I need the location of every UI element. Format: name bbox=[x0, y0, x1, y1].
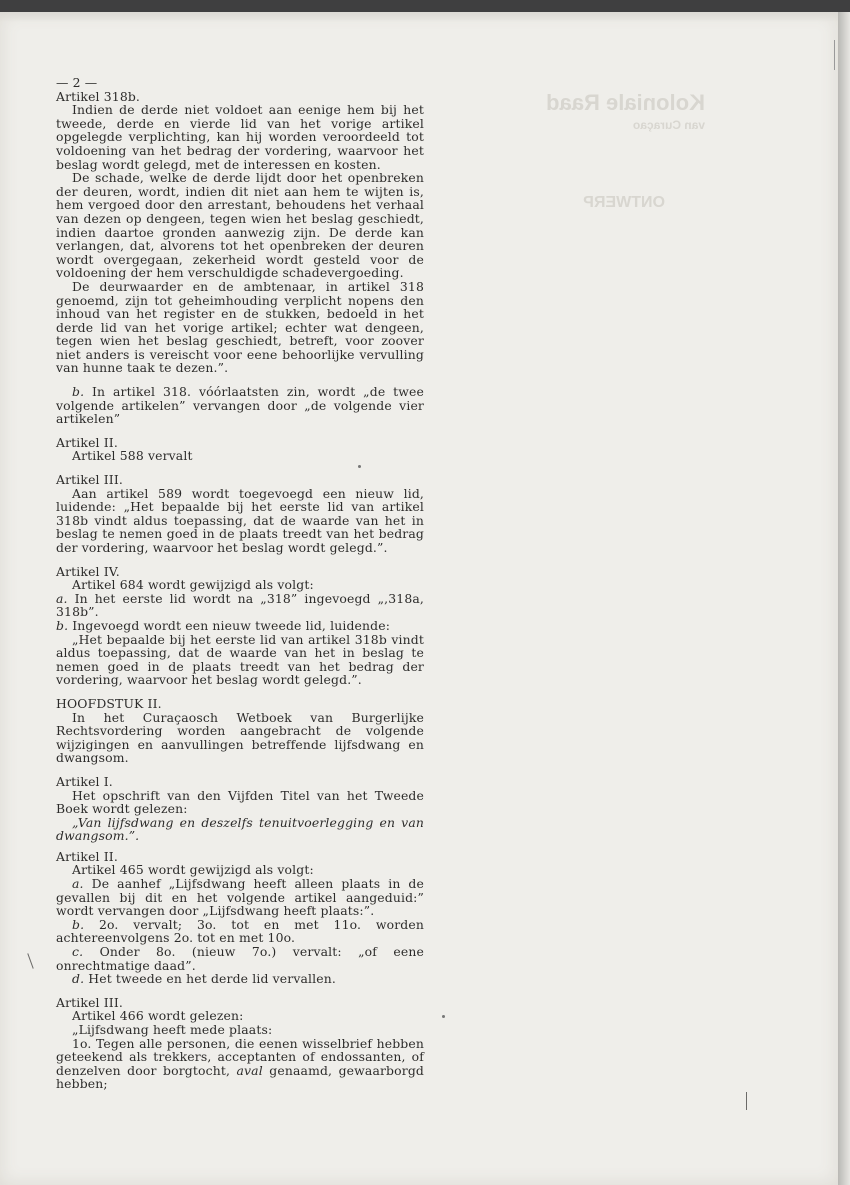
item-text: Ingevoegd wordt een nieuw tweede lid, luidende: bbox=[68, 617, 391, 633]
item-label: b. bbox=[72, 916, 85, 932]
item-label: a. bbox=[72, 876, 84, 892]
paragraph: „Het bepaalde bij het eerste lid van artikel 318b vindt aldus toepassing, dat de waarde van het in beslag te nemen goed in de plaats treedt van het bedrag der vordering, waarvoor het beslag wordt gelegd.”. bbox=[56, 631, 424, 688]
article-heading: Artikel II. bbox=[56, 434, 118, 450]
item-text: 2o. vervalt; 3o. tot en met 11o. worden achtereenvolgens 2o. tot en met 10o. bbox=[56, 916, 424, 946]
italic-term: aval bbox=[236, 1062, 263, 1078]
italic-title: „Van lijfsdwang en deszelfs tenuitvoerlegging en van dwangsom.”. bbox=[56, 814, 424, 844]
paragraph: Artikel 465 wordt gewijzigd als volgt: bbox=[72, 862, 314, 878]
item-label: b. bbox=[72, 384, 85, 400]
ghost-line-3: ONTWERP bbox=[583, 194, 665, 211]
scan-speck bbox=[358, 465, 361, 468]
paragraph-item bbox=[56, 385, 424, 426]
article-heading: Artikel 318b. bbox=[56, 88, 141, 104]
article-heading: HOOFDSTUK II. bbox=[56, 695, 162, 711]
list-item bbox=[56, 619, 424, 633]
ghost-line-1: Koloniale Raad bbox=[546, 90, 705, 115]
article-heading: Artikel II. bbox=[56, 848, 118, 864]
paragraph: Het opschrift van den Vijfden Titel van het Tweede Boek wordt gelezen: bbox=[56, 787, 424, 817]
article-heading: Artikel III. bbox=[56, 994, 123, 1010]
scan-mark bbox=[834, 40, 835, 70]
article-heading: Artikel IV. bbox=[56, 563, 120, 579]
paragraph: De schade, welke de derde lijdt door het openbreken der deuren, wordt, indien dit niet aan hem te wijten is, hem vergoed door den arrestant, behoudens het verhaal van dezen op dengeen, tegen wien het beslag geschiedt, indien daartoe gronden aanwezig zijn. De derde kan verlangen, dat, alvorens tot het openbreken der deuren wordt overgegaan, zekerheid wordt gesteld voor de voldoening der hem verschuldigde schadevergoeding. bbox=[56, 170, 424, 281]
ghost-line-2: van Curaçao bbox=[632, 118, 705, 132]
page-fold bbox=[0, 12, 838, 22]
item-text: De aanhef „Lijfsdwang heeft alleen plaats in de gevallen bij dit en het volgende artikel aangeduid:” wordt vervangen door „Lijfsdwang heeft plaats:”. bbox=[56, 876, 424, 919]
item-label: a. bbox=[56, 590, 68, 606]
item-text: In artikel 318. vóórlaatsten zin, wordt „de twee volgende artikelen” vervangen door „de volgende vier artikelen” bbox=[56, 384, 424, 427]
paragraph: De deurwaarder en de ambtenaar, in artikel 318 genoemd, zijn tot geheimhouding verplicht nopens den inhoud van het register en de stukken, bedoeld in het derde lid van het vorige artikel; echter wat dengeen, tegen wien het beslag geschiedt, betreft, voor zoover niet anders is vereischt voor eene behoorlijke vervulling van hunne taak te dezen.”. bbox=[56, 278, 424, 376]
text-segment: genaamd, gewaarborgd hebben; bbox=[56, 1062, 424, 1092]
document-body bbox=[56, 76, 424, 1091]
item-text: Onder 8o. (nieuw 7o.) vervalt: „of eene onrechtmatige daad”. bbox=[56, 944, 424, 973]
list-item bbox=[56, 918, 424, 945]
paragraph bbox=[56, 1037, 424, 1091]
list-item bbox=[56, 945, 424, 972]
scan-speck bbox=[442, 1015, 445, 1018]
page-edge bbox=[838, 12, 850, 1185]
list-item bbox=[56, 877, 424, 918]
list-item bbox=[56, 972, 424, 986]
paragraph: Artikel 684 wordt gewijzigd als volgt: bbox=[72, 577, 314, 593]
paragraph: Artikel 588 vervalt bbox=[72, 448, 193, 464]
item-label: c. bbox=[72, 944, 84, 960]
paragraph: Indien de derde niet voldoet aan eenige hem bij het tweede, derde en vierde lid van het vorige artikel opgelegde verplichting, kan hij worden veroordeeld tot voldoening van het bedrag der vordering, waarvoor het beslag wordt gelegd, met de interessen en kosten. bbox=[56, 102, 424, 172]
paragraph: Aan artikel 589 wordt toegevoegd een nieuw lid, luidende: „Het bepaalde bij het eerste lid van artikel 318b vindt aldus toepassing, dat de waarde van het in beslag te nemen goed in de plaats treedt van het bedrag der vordering, waarvoor het beslag wordt gelegd.”. bbox=[56, 485, 424, 555]
item-label: b. bbox=[56, 617, 69, 633]
item-text: Het tweede en het derde lid vervallen. bbox=[84, 971, 336, 987]
page-number: — 2 — bbox=[56, 75, 98, 90]
paragraph: Artikel 466 wordt gelezen: bbox=[72, 1008, 244, 1024]
paragraph: „Lijfsdwang heeft mede plaats: bbox=[72, 1022, 273, 1037]
article-heading: Artikel I. bbox=[56, 773, 113, 789]
list-item bbox=[56, 592, 424, 619]
item-label: d. bbox=[72, 971, 85, 987]
item-text: In het eerste lid wordt na „318” ingevoegd „,318a, 318b”. bbox=[56, 590, 424, 620]
text-segment: 1o. Tegen alle personen, die eenen wisselbrief hebben geteekend als trekkers, acceptanten of endossanten, of denzelven door borgtocht, bbox=[56, 1035, 424, 1078]
paragraph: In het Curaçaosch Wetboek van Burgerlijke Rechtsvordering worden aangebracht de volgende wijzigingen en aanvullingen betreffende lijfsdwang en dwangsom. bbox=[56, 709, 424, 766]
article-heading: Artikel III. bbox=[56, 472, 123, 488]
bleed-through-text bbox=[505, 90, 705, 212]
scan-mark bbox=[746, 1092, 747, 1110]
